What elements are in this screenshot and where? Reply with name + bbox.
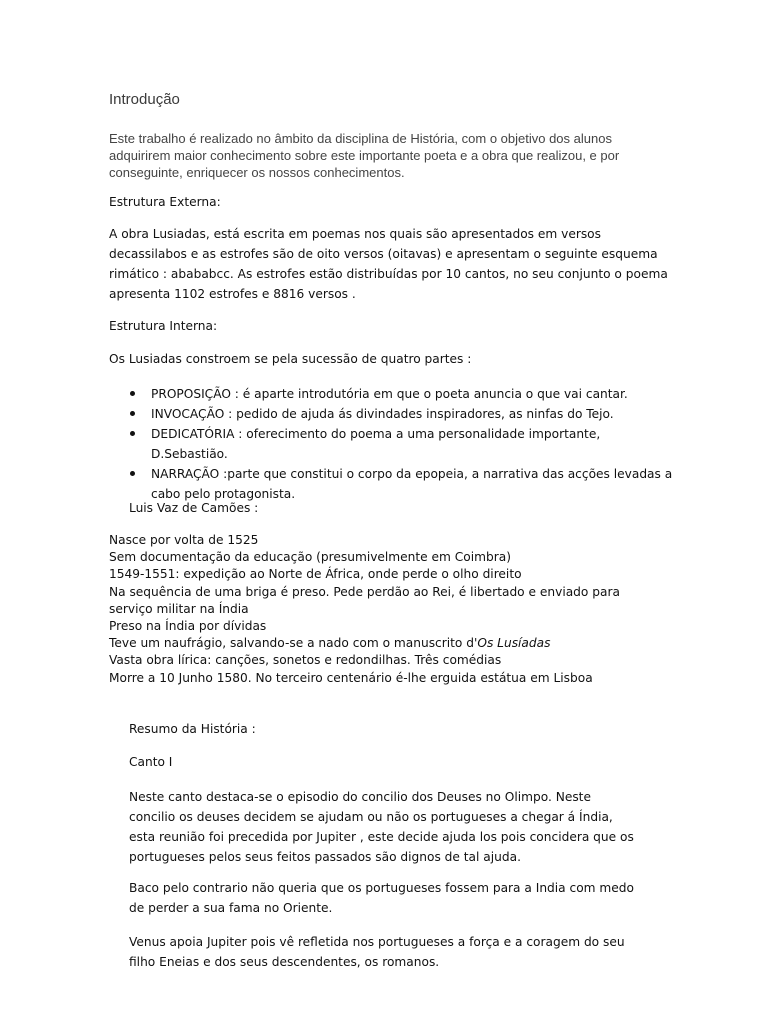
biography-block <box>109 532 629 687</box>
summary-heading: Resumo da História : <box>129 722 256 736</box>
internal-structure-heading: Estrutura Interna: <box>109 319 218 333</box>
canto-heading: Canto I <box>129 755 173 769</box>
bio-line: 1549-1551: expedição ao Norte de África, onde perde o olho direito <box>109 567 522 582</box>
canto-paragraph: Neste canto destaca-se o episodio do concilio dos Deuses no Olimpo. Neste concilio os deuses decidem se ajudam ou não os portugueses a chegar á Índia, esta reunião foi precedida por Jupiter , este decide ajuda los pois concidera que os portugueses pelos seus feitos passados são dignos de tal ajuda. <box>129 790 634 864</box>
external-structure-heading: Estrutura Externa: <box>109 195 221 209</box>
bio-line: Na sequência de uma briga é preso. Pede perdão ao Rei, é libertado e enviado para serviço militar na Índia <box>109 584 620 616</box>
bio-line <box>109 635 629 652</box>
bio-line: Vasta obra lírica: canções, sonetos e redondilhas. Três comédias <box>109 653 502 668</box>
canto-paragraph: Venus apoia Jupiter pois vê refletida nos portugueses a força e a coragem do seu filho Eneias e dos seus descendentes, os romanos. <box>129 935 625 969</box>
list-item: NARRAÇÃO :parte que constitui o corpo da epopeia, a narrativa das acções levadas a cabo pelo protagonista. <box>129 464 674 504</box>
bio-line: Sem documentação da educação (presumivelmente em Coimbra) <box>109 550 511 565</box>
bio-line: Morre a 10 Junho 1580. No terceiro centenário é-lhe erguida estátua em Lisboa <box>109 670 593 685</box>
intro-paragraph: Este trabalho é realizado no âmbito da disciplina de História, com o objetivo dos alunos adquirirem maior conhecimento sobre este importante poeta e a obra que realizou, e por conseguinte, enriquecer os nossos conhecimentos. <box>109 131 620 180</box>
list-item: PROPOSIÇÃO : é aparte introdutória em que o poeta anuncia o que vai cantar. <box>129 384 674 404</box>
page-title: Introdução <box>109 91 180 108</box>
list-item: INVOCAÇÃO : pedido de ajuda ás divindades inspiradores, as ninfas do Tejo. <box>129 404 674 424</box>
list-item: DEDICATÓRIA : oferecimento do poema a uma personalidade importante, D.Sebastião. <box>129 424 674 464</box>
parts-list <box>129 384 674 504</box>
internal-structure-intro: Os Lusiadas constroem se pela sucessão de quatro partes : <box>109 352 472 366</box>
camoes-heading: Luis Vaz de Camões : <box>129 501 259 515</box>
bio-line: Nasce por volta de 1525 <box>109 533 259 547</box>
external-structure-paragraph: A obra Lusiadas, está escrita em poemas nos quais são apresentados em versos decassilabos e as estrofes são de oito versos (oitavas) e apresentam o seguinte esquema rimático : abababcc. As estrofes estão distribuídas por 10 cantos, no seu conjunto o poema apresenta 1102 estrofes e 8816 versos . <box>109 227 668 301</box>
bio-work-title: Os Lusíadas <box>477 636 551 651</box>
bio-shipwreck-text: Teve um naufrágio, salvando-se a nado com o manuscrito d' <box>109 636 478 651</box>
canto-paragraph: Baco pelo contrario não queria que os portugueses fossem para a India com medo de perder a sua fama no Oriente. <box>129 881 634 915</box>
bio-line: Preso na Índia por dívidas <box>109 619 267 634</box>
